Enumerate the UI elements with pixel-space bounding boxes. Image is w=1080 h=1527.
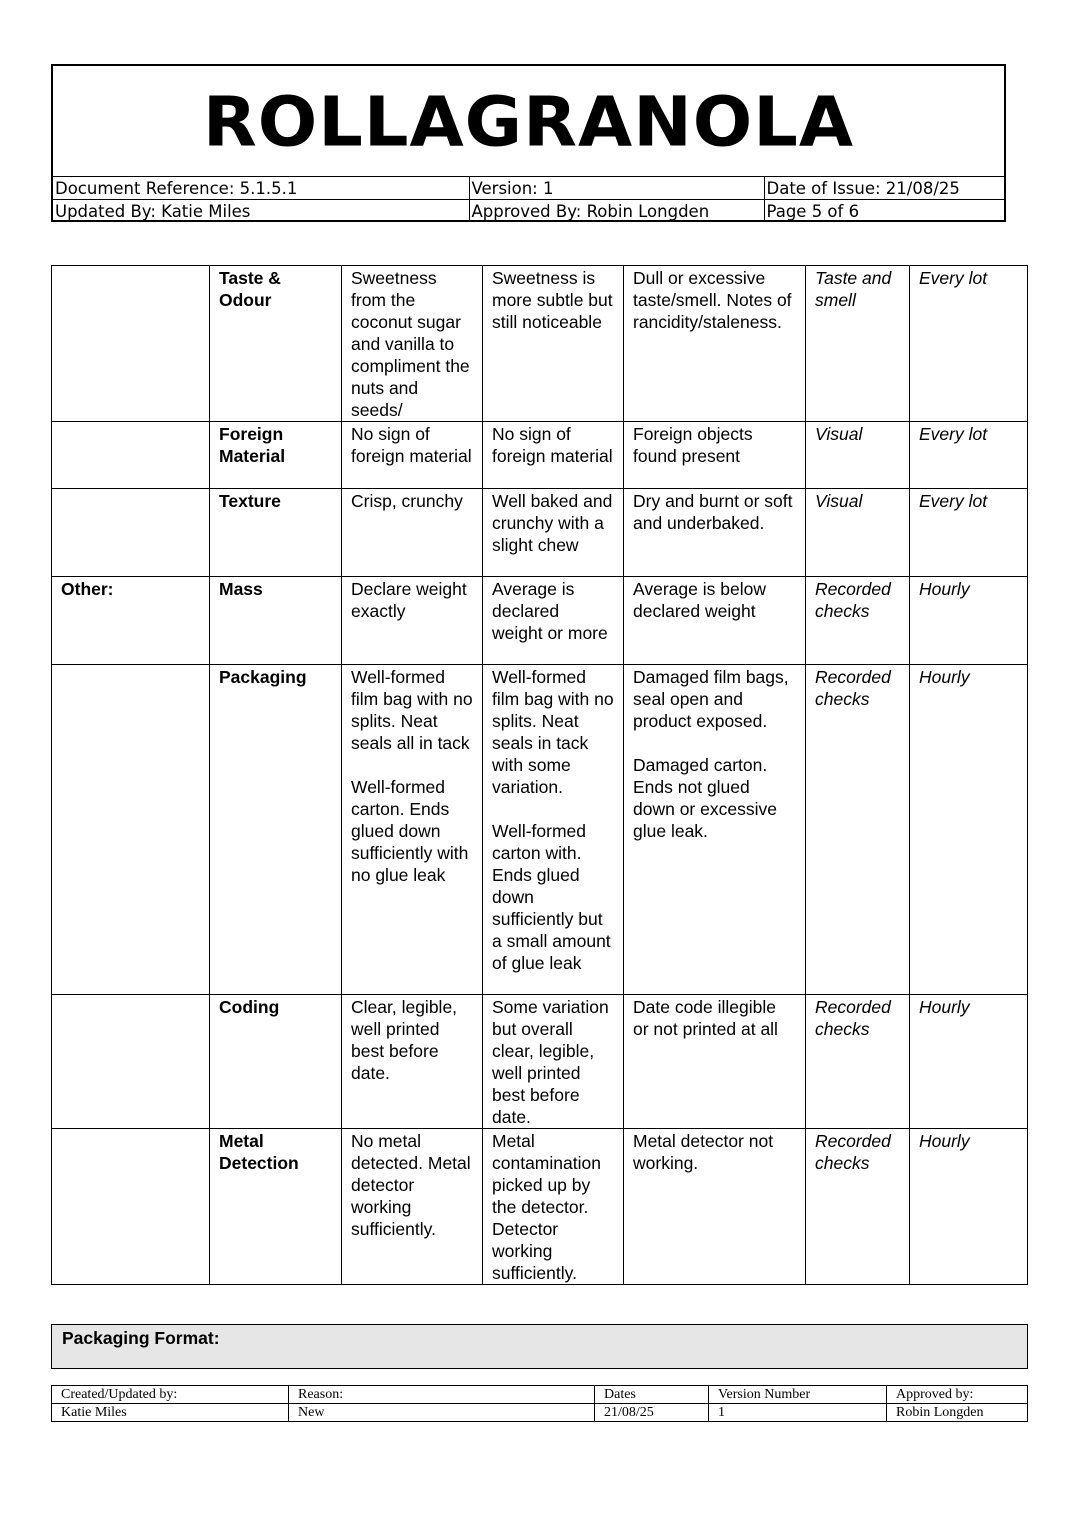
target-cell: No metal detected. Metal detector working sufficiently. xyxy=(342,1129,483,1285)
acceptable-cell: Average is declared weight or more xyxy=(483,577,624,665)
criterion-cell: Coding xyxy=(210,995,342,1129)
column-header: Created/Updated by: xyxy=(52,1386,289,1404)
table-row xyxy=(52,665,1028,995)
frequency-cell: Hourly xyxy=(910,665,1028,995)
column-header: Approved by: xyxy=(887,1386,1028,1404)
table-row xyxy=(52,489,1028,577)
method-cell: Visual xyxy=(806,489,910,577)
table-row xyxy=(52,422,1028,489)
version-cell: 1 xyxy=(709,1404,887,1422)
criterion-cell: Texture xyxy=(210,489,342,577)
document-version: Version: 1 xyxy=(469,177,764,200)
target-cell: Clear, legible, well printed best before date. xyxy=(342,995,483,1129)
approved-by-cell: Robin Longden xyxy=(887,1404,1028,1422)
criterion-cell: Foreign Material xyxy=(210,422,342,489)
group-cell xyxy=(52,1129,210,1285)
target-cell: No sign of foreign material xyxy=(342,422,483,489)
updated-by: Updated By: Katie Miles xyxy=(53,200,469,223)
method-cell: Recorded checks xyxy=(806,577,910,665)
method-cell: Visual xyxy=(806,422,910,489)
approved-by: Approved By: Robin Longden xyxy=(469,200,764,223)
date-of-issue: Date of Issue: 21/08/25 xyxy=(764,177,1004,200)
acceptable-paragraph: Well-formed carton with. Ends glued down sufficiently but a small amount of glue leak xyxy=(492,821,611,973)
reason-cell: New xyxy=(289,1404,595,1422)
group-cell xyxy=(52,489,210,577)
quality-spec-table xyxy=(51,265,1028,1285)
acceptable-cell: Sweetness is more subtle but still noticeable xyxy=(483,266,624,422)
target-paragraph: Well-formed carton. Ends glued down sufficiently with no glue leak xyxy=(351,777,469,885)
reject-paragraph: Damaged film bags, seal open and product exposed. xyxy=(633,667,789,731)
acceptable-paragraph: Well-formed film bag with no splits. Neat seals in tack with some variation. xyxy=(492,667,614,797)
method-cell: Recorded checks xyxy=(806,995,910,1129)
packaging-format-box xyxy=(51,1324,1028,1369)
created-by-cell: Katie Miles xyxy=(52,1404,289,1422)
frequency-cell: Every lot xyxy=(910,266,1028,422)
document-info-table xyxy=(53,176,1004,222)
frequency-cell: Hourly xyxy=(910,577,1028,665)
frequency-cell: Every lot xyxy=(910,489,1028,577)
column-header: Version Number xyxy=(709,1386,887,1404)
revision-row xyxy=(52,1404,1028,1422)
company-logo: ROLLAGRANOLA xyxy=(202,81,855,163)
reject-cell: Dull or excessive taste/smell. Notes of rancidity/staleness. xyxy=(624,266,806,422)
frequency-cell: Hourly xyxy=(910,1129,1028,1285)
revision-header-row xyxy=(52,1386,1028,1404)
acceptable-cell: Well baked and crunchy with a slight chew xyxy=(483,489,624,577)
date-cell: 21/08/25 xyxy=(595,1404,709,1422)
column-header: Reason: xyxy=(289,1386,595,1404)
group-cell xyxy=(52,422,210,489)
criterion-cell: Taste & Odour xyxy=(210,266,342,422)
document-reference: Document Reference: 5.1.5.1 xyxy=(53,177,469,200)
reject-cell: Average is below declared weight xyxy=(624,577,806,665)
criterion-cell: Mass xyxy=(210,577,342,665)
group-cell xyxy=(52,266,210,422)
method-cell: Recorded checks xyxy=(806,665,910,995)
reject-cell: Dry and burnt or soft and underbaked. xyxy=(624,489,806,577)
group-cell: Other: xyxy=(52,577,210,665)
target-cell: Sweetness from the coconut sugar and vanilla to compliment the nuts and seeds/ xyxy=(342,266,483,422)
logo-area xyxy=(53,66,1004,176)
reject-cell: Metal detector not working. xyxy=(624,1129,806,1285)
table-row xyxy=(52,266,1028,422)
group-cell xyxy=(52,995,210,1129)
group-cell xyxy=(52,665,210,995)
target-cell xyxy=(342,665,483,995)
document-info-row xyxy=(53,177,1004,200)
packaging-format-label: Packaging Format: xyxy=(62,1328,220,1348)
target-cell: Crisp, crunchy xyxy=(342,489,483,577)
target-paragraph: Well-formed film bag with no splits. Neat seals all in tack xyxy=(351,667,473,753)
target-cell: Declare weight exactly xyxy=(342,577,483,665)
reject-cell xyxy=(624,665,806,995)
page-number: Page 5 of 6 xyxy=(764,200,1004,223)
reject-cell: Date code illegible or not printed at all xyxy=(624,995,806,1129)
acceptable-cell: Some variation but overall clear, legible, well printed best before date. xyxy=(483,995,624,1129)
column-header: Dates xyxy=(595,1386,709,1404)
document-header xyxy=(51,64,1006,222)
table-row xyxy=(52,995,1028,1129)
revision-history-table xyxy=(51,1385,1028,1422)
method-cell: Taste and smell xyxy=(806,266,910,422)
acceptable-cell: No sign of foreign material xyxy=(483,422,624,489)
frequency-cell: Hourly xyxy=(910,995,1028,1129)
table-row xyxy=(52,1129,1028,1285)
frequency-cell: Every lot xyxy=(910,422,1028,489)
acceptable-cell: Metal contamination picked up by the detector. Detector working sufficiently. xyxy=(483,1129,624,1285)
document-info-row xyxy=(53,200,1004,223)
method-cell: Recorded checks xyxy=(806,1129,910,1285)
criterion-cell: Packaging xyxy=(210,665,342,995)
criterion-cell: Metal Detection xyxy=(210,1129,342,1285)
table-row xyxy=(52,577,1028,665)
acceptable-cell xyxy=(483,665,624,995)
reject-cell: Foreign objects found present xyxy=(624,422,806,489)
reject-paragraph: Damaged carton. Ends not glued down or excessive glue leak. xyxy=(633,755,777,841)
